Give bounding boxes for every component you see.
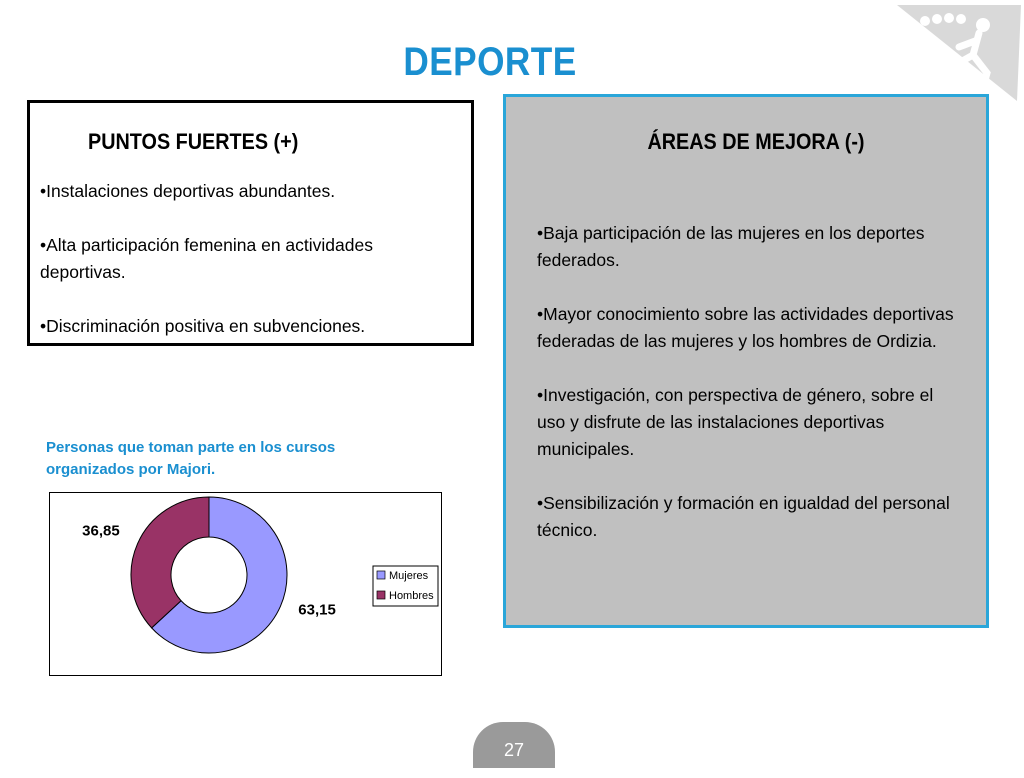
chart-legend <box>373 566 438 606</box>
improvement-item: •Investigación, con perspectiva de género, sobre el uso y disfrute de las instalaciones deportivas municipales. <box>537 385 934 459</box>
sport-logo <box>895 3 1023 103</box>
improvement-item: •Baja participación de las mujeres en los deportes federados. <box>537 223 925 270</box>
improvement-item: •Sensibilización y formación en igualdad del personal técnico. <box>537 493 950 540</box>
strengths-panel <box>27 100 474 346</box>
legend-swatch-hombres <box>377 591 385 599</box>
strengths-heading: PUNTOS FUERTES (+) <box>88 129 299 154</box>
improvement-item: •Mayor conocimiento sobre las actividades deportivas federadas de las mujeres y los hombres de Ordizia. <box>537 304 954 351</box>
donut-slice-hombres <box>131 497 209 628</box>
improvements-list <box>537 220 962 571</box>
slide-title: DEPORTE <box>403 40 577 84</box>
improvements-heading: ÁREAS DE MEJORA (-) <box>647 129 865 154</box>
legend-label-hombres: Hombres <box>389 590 434 602</box>
strength-item: •Instalaciones deportivas abundantes. <box>40 181 336 201</box>
legend-swatch-mujeres <box>377 571 385 579</box>
strengths-list <box>40 178 450 367</box>
donut-chart-svg <box>50 493 441 675</box>
strength-item: •Alta participación femenina en actividades deportivas. <box>40 235 373 282</box>
strength-item: •Discriminación positiva en subvenciones. <box>40 316 366 336</box>
data-label-hombres: 36,85 <box>82 522 120 540</box>
data-label-mujeres: 63,15 <box>298 601 336 619</box>
donut-chart <box>49 492 442 676</box>
improvements-panel <box>503 94 989 628</box>
chart-caption: Personas que toman parte en los cursos organizados por Majori. <box>46 439 336 478</box>
page-number: 27 <box>503 740 525 760</box>
page-number-tab <box>473 722 555 768</box>
legend-label-mujeres: Mujeres <box>389 570 429 582</box>
